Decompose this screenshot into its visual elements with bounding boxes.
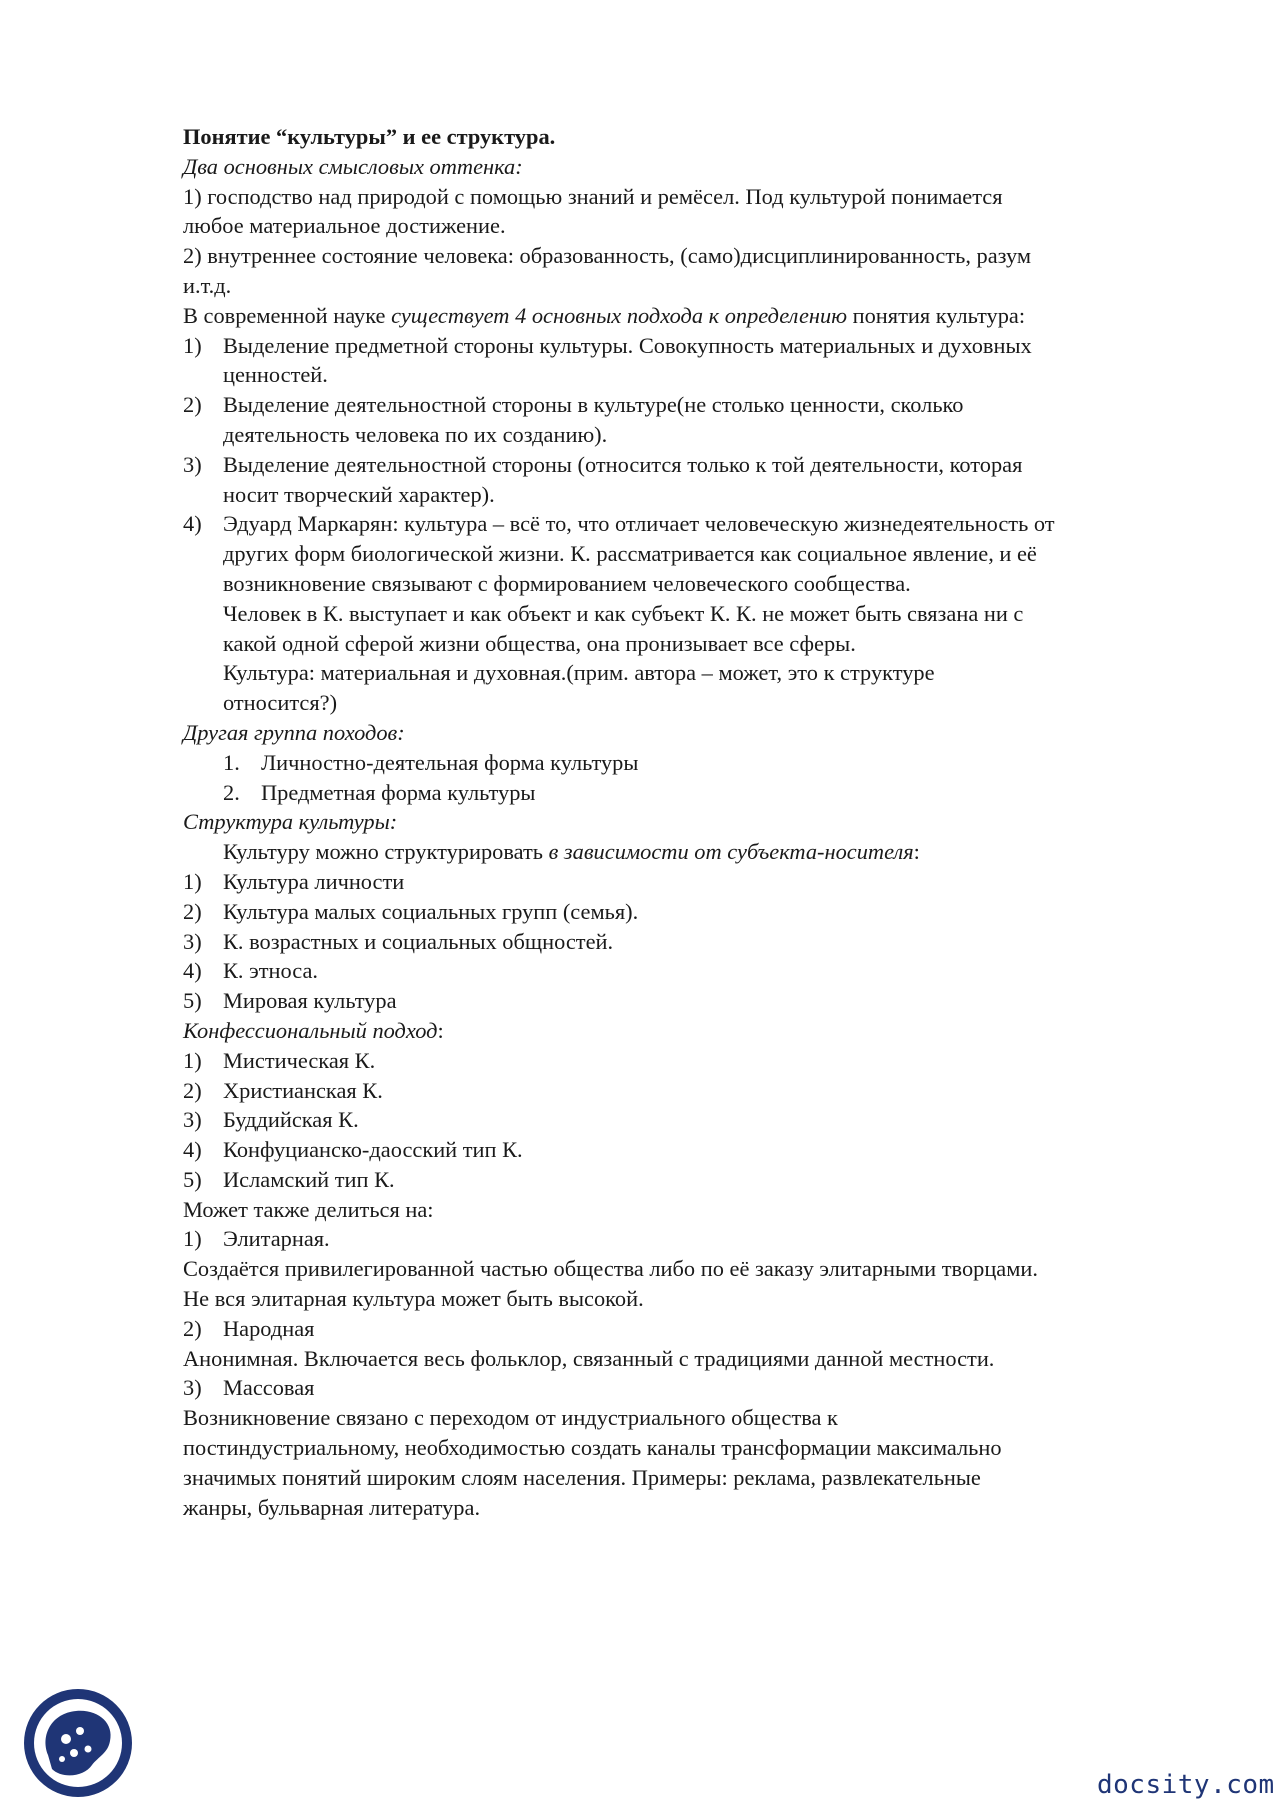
item-text: Личностно-деятельная форма культуры bbox=[261, 749, 639, 775]
item-text: Культура малых социальных групп (семья). bbox=[223, 898, 639, 924]
mass-desc-3: значимых понятий широким слоям населения. Примеры: реклама, развлекательные bbox=[183, 1464, 981, 1490]
folk-desc-1: Анонимная. Включается весь фольклор, связанный с традициями данной местности. bbox=[183, 1345, 995, 1371]
structure-pre: Культуру можно структурировать bbox=[223, 839, 549, 865]
mass-desc-1: Возникновение связано с переходом от индустриального общества к bbox=[183, 1405, 838, 1431]
approach-emphasis: существует 4 основных подхода к определению bbox=[391, 302, 848, 328]
item-number: 3) bbox=[183, 928, 202, 954]
item-number: 1) bbox=[183, 868, 202, 894]
structure-emphasis: в зависимости от субъекта-носителя bbox=[548, 839, 914, 865]
list-item bbox=[183, 1076, 1213, 1106]
list-item bbox=[183, 1165, 1213, 1195]
item-continuation: деятельность человека по их созданию). bbox=[223, 421, 608, 447]
list-item bbox=[183, 778, 1213, 808]
item-continuation: других форм биологической жизни. К. рассматривается как социальное явление, и её bbox=[223, 541, 1037, 567]
mass-desc-2: постиндустриальному, необходимостью создать каналы трансформации максимально bbox=[183, 1435, 1002, 1461]
meaning-1-line-1: 1) господство над природой с помощью знаний и ремёсел. Под культурой понимается bbox=[183, 183, 1003, 209]
list-item bbox=[183, 867, 1213, 897]
docsity-brand-link[interactable]: docsity.com bbox=[1097, 1770, 1275, 1800]
approach-intro bbox=[183, 301, 1213, 331]
doc-title: Понятие “культуры” и ее структура. bbox=[183, 124, 556, 149]
item-continuation: Человек в К. выступает и как объект и как субъект К. К. не может быть связана ни с bbox=[223, 600, 1024, 626]
item-number: 2) bbox=[183, 1315, 202, 1341]
item-number: 1) bbox=[183, 1226, 202, 1252]
item-number: 2) bbox=[183, 898, 202, 924]
item-text: Народная bbox=[223, 1315, 315, 1341]
item-continuation: возникновение связывают с формированием человеческого сообщества. bbox=[223, 570, 911, 596]
item-text: Христианская К. bbox=[223, 1077, 383, 1103]
item-text: Мировая культура bbox=[223, 988, 397, 1014]
item-text: Исламский тип К. bbox=[223, 1166, 395, 1192]
meaning-2-line-2: и.т.д. bbox=[183, 272, 232, 298]
item-number: 3) bbox=[183, 1107, 202, 1133]
list-item bbox=[183, 390, 1213, 420]
approach-post: понятия культура: bbox=[847, 302, 1026, 328]
elite-desc-2: Не вся элитарная культура может быть высокой. bbox=[183, 1286, 644, 1312]
item-continuation: носит творческий характер). bbox=[223, 481, 495, 507]
item-number: 2. bbox=[223, 779, 240, 805]
list-item bbox=[183, 1224, 1213, 1254]
item-text: Массовая bbox=[223, 1375, 315, 1401]
structure-intro bbox=[183, 837, 1213, 867]
structure-heading: Структура культуры: bbox=[183, 809, 398, 835]
mass-desc-4: жанры, бульварная литература. bbox=[183, 1494, 481, 1520]
meaning-1-line-2: любое материальное достижение. bbox=[183, 213, 506, 239]
item-text: Эдуард Маркарян: культура – всё то, что отличает человеческую жизнедеятельность от bbox=[223, 511, 1055, 537]
confess-heading-line bbox=[183, 1016, 1213, 1046]
item-number: 3) bbox=[183, 1375, 202, 1401]
item-text: Выделение деятельностной стороны в культуре(не столько ценности, сколько bbox=[223, 392, 964, 418]
list-item bbox=[183, 956, 1213, 986]
confess-heading: Конфессиональный подход bbox=[183, 1017, 438, 1043]
item-continuation: относится?) bbox=[223, 690, 338, 716]
list-item bbox=[183, 1135, 1213, 1165]
item-number: 1) bbox=[183, 1047, 202, 1073]
list-item bbox=[183, 1046, 1213, 1076]
item-text: Предметная форма культуры bbox=[261, 779, 536, 805]
item-number: 4) bbox=[183, 511, 202, 537]
other-heading: Другая группа походов: bbox=[183, 719, 405, 745]
item-text: Мистическая К. bbox=[223, 1047, 376, 1073]
document-body bbox=[183, 122, 1213, 1522]
list-item bbox=[183, 1373, 1213, 1403]
list-item bbox=[183, 897, 1213, 927]
item-text: Выделение предметной стороны культуры. Совокупность материальных и духовных bbox=[223, 332, 1032, 358]
item-text: К. этноса. bbox=[223, 958, 319, 984]
item-continuation: ценностей. bbox=[223, 362, 328, 388]
list-item bbox=[183, 509, 1213, 539]
intro-heading: Два основных смысловых оттенка: bbox=[183, 153, 523, 179]
list-item bbox=[183, 1314, 1213, 1344]
list-item bbox=[183, 1105, 1213, 1135]
item-number: 5) bbox=[183, 1166, 202, 1192]
structure-post: : bbox=[913, 839, 920, 865]
item-text: Конфуцианско-даосский тип К. bbox=[223, 1137, 523, 1163]
elite-desc-1: Создаётся привилегированной частью общества либо по её заказу элитарными творцами. bbox=[183, 1256, 1038, 1282]
item-text: Буддийская К. bbox=[223, 1107, 359, 1133]
item-number: 1. bbox=[223, 749, 240, 775]
item-number: 5) bbox=[183, 988, 202, 1014]
meaning-2-line-1: 2) внутреннее состояние человека: образованность, (само)дисциплинированность, разум bbox=[183, 243, 1032, 269]
approaches-list bbox=[183, 331, 1213, 718]
list-item bbox=[183, 927, 1213, 957]
item-number: 3) bbox=[183, 451, 202, 477]
list-item bbox=[183, 450, 1213, 480]
item-text: Элитарная. bbox=[223, 1226, 330, 1252]
list-item bbox=[183, 748, 1213, 778]
item-text: Культура личности bbox=[223, 868, 405, 894]
item-number: 2) bbox=[183, 392, 202, 418]
list-item bbox=[183, 331, 1213, 361]
item-text: Выделение деятельностной стороны (относится только к той деятельности, которая bbox=[223, 451, 1023, 477]
list-item bbox=[183, 986, 1213, 1016]
docsity-logo-icon[interactable] bbox=[18, 1683, 138, 1803]
item-continuation: какой одной сферой жизни общества, она пронизывает все сферы. bbox=[223, 630, 856, 656]
item-number: 1) bbox=[183, 332, 202, 358]
also-line: Может также делиться на: bbox=[183, 1196, 434, 1222]
confess-colon: : bbox=[437, 1017, 444, 1043]
approach-pre: В современной науке bbox=[183, 302, 392, 328]
item-number: 4) bbox=[183, 1137, 202, 1163]
item-number: 2) bbox=[183, 1077, 202, 1103]
item-continuation: Культура: материальная и духовная.(прим. автора – может, это к структуре bbox=[223, 660, 935, 686]
item-text: К. возрастных и социальных общностей. bbox=[223, 928, 614, 954]
item-number: 4) bbox=[183, 958, 202, 984]
